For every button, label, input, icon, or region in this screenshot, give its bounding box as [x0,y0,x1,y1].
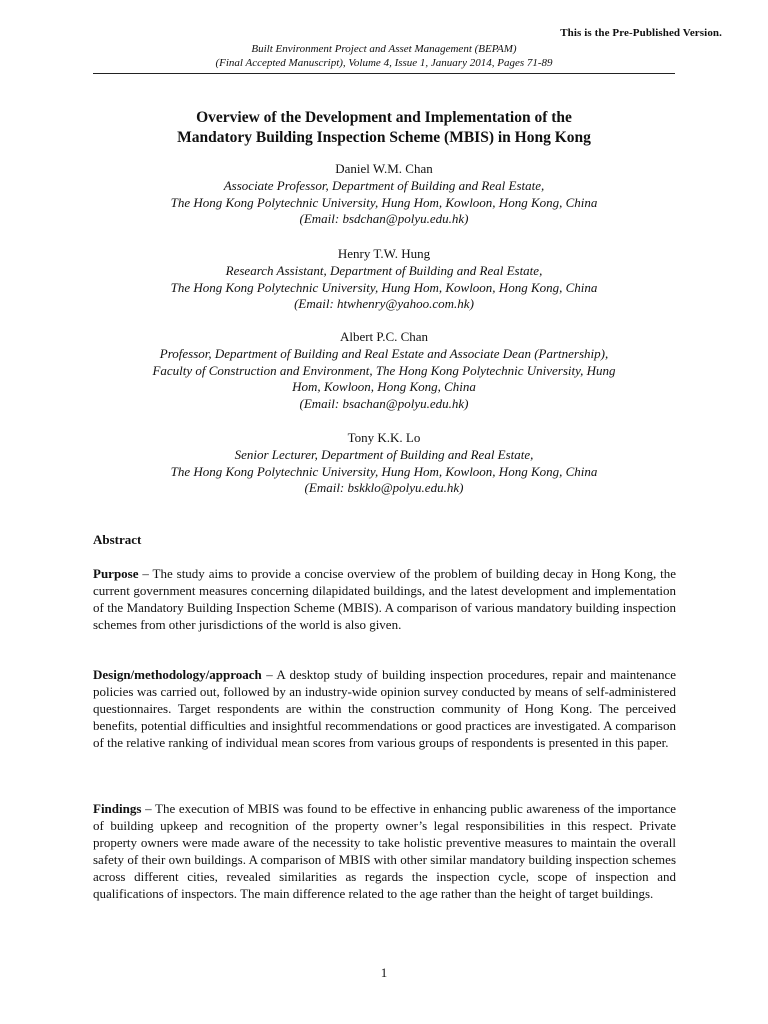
abstract-purpose [93,566,676,634]
abstract-findings [93,801,676,902]
author-affiliation: The Hong Kong Polytechnic University, Hung Hom, Kowloon, Hong Kong, China [170,194,598,210]
author-email: (Email: bsdchan@polyu.edu.hk) [299,211,469,227]
purpose-text: – The study aims to provide a concise overview of the problem of building decay in Hong Kong, the current government measures concerning dilapidated buildings, and the latest development and implementation of the Mandatory Building Inspection Scheme (MBIS). A comparison of various mandatory building inspection schemes from other jurisdictions of the world is also given. [93,566,676,632]
author-affiliation: The Hong Kong Polytechnic University, Hung Hom, Kowloon, Hong Kong, China [170,463,598,479]
author-affiliation: Research Assistant, Department of Building and Real Estate, [225,262,543,278]
author-block [0,329,768,413]
author-affiliation: Professor, Department of Building and Real Estate and Associate Dean (Partnership), [159,345,609,361]
design-text: – A desktop study of building inspection procedures, repair and maintenance policies was carried out, followed by an industry-wide opinion survey conducted by means of self-administered questionnaires. Target respondents are within the construction community of Hong Kong. The perceived benefits, potential difficulties and insightful recommendations or good practices are investigated. A comparison of the relative ranking of individual mean scores from various groups of respondents is presented in this paper. [93,667,676,750]
author-name: Daniel W.M. Chan [335,161,433,176]
author-name: Henry T.W. Hung [337,246,431,261]
journal-header [0,42,768,70]
findings-label: Findings [93,801,142,816]
author-block [0,246,768,313]
abstract-heading: Abstract [93,532,142,547]
purpose-label: Purpose [93,566,139,581]
prepub-notice: This is the Pre-Published Version. [560,27,722,39]
title-line-1: Overview of the Development and Implementation of the [196,109,572,126]
author-email: (Email: bsachan@polyu.edu.hk) [299,396,469,412]
author-affiliation: Hom, Kowloon, Hong Kong, China [292,379,476,395]
author-affiliation: The Hong Kong Polytechnic University, Hung Hom, Kowloon, Hong Kong, China [170,279,598,295]
author-email: (Email: bskklo@polyu.edu.hk) [304,480,464,496]
design-label: Design/methodology/approach [93,667,262,682]
abstract-design [93,667,676,752]
author-affiliation: Faculty of Construction and Environment, The Hong Kong Polytechnic University, Hung [152,362,616,378]
title-line-2: Mandatory Building Inspection Scheme (MBIS) in Hong Kong [177,129,591,146]
header-rule [93,73,675,74]
author-block [0,430,768,497]
findings-text: – The execution of MBIS was found to be effective in enhancing public awareness of the importance of building upkeep and recognition of the property owner’s legal responsibilities in this respect. Private property owners were made aware of the necessity to take holistic preventive measures to maintain the overall safety of their own buildings. A comparison of MBIS with other similar mandatory building inspection schemes across different cities, revealed similarities as regards the inspection cycle, scope of inspection and qualifications of inspectors. The main difference related to the age rather than the height of target buildings. [93,801,676,901]
author-affiliation: Associate Professor, Department of Building and Real Estate, [223,177,545,193]
author-email: (Email: htwhenry@yahoo.com.hk) [294,296,474,312]
author-affiliation: Senior Lecturer, Department of Building and Real Estate, [234,446,534,462]
page-number: 1 [380,965,388,980]
paper-title [0,108,768,148]
journal-line-2: (Final Accepted Manuscript), Volume 4, Issue 1, January 2014, Pages 71-89 [215,57,553,69]
author-block [0,161,768,228]
journal-line-1: Built Environment Project and Asset Management (BEPAM) [251,43,517,55]
author-name: Albert P.C. Chan [339,329,429,344]
author-name: Tony K.K. Lo [347,430,421,445]
